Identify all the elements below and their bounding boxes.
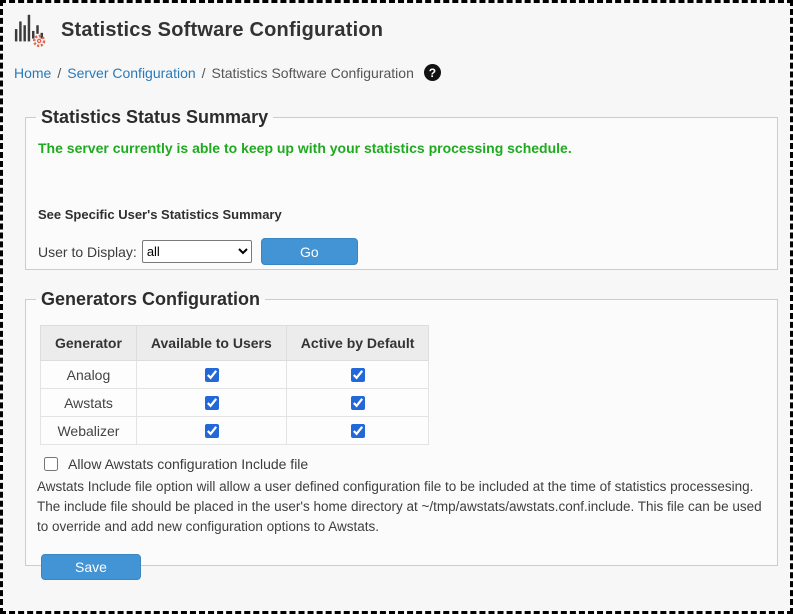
- generator-name: Awstats: [41, 389, 137, 417]
- generators-legend: Generators Configuration: [41, 289, 261, 309]
- breadcrumb-current-page: Statistics Software Configuration: [211, 64, 414, 81]
- page-title: Statistics Software Configuration: [61, 18, 384, 41]
- generators-table: [40, 325, 429, 445]
- awstats-available-checkbox[interactable]: [205, 396, 219, 410]
- allow-include-row: [40, 454, 767, 474]
- help-icon[interactable]: ?: [424, 64, 441, 81]
- save-button[interactable]: Save: [41, 554, 141, 580]
- breadcrumb-server-configuration-link[interactable]: Server Configuration: [67, 64, 196, 81]
- breadcrumb-separator: /: [57, 64, 62, 81]
- column-header-available: Available to Users: [136, 326, 286, 361]
- table-row: [41, 417, 429, 445]
- user-to-display-label: User to Display:: [38, 243, 137, 260]
- breadcrumb-home-link[interactable]: Home: [14, 64, 52, 81]
- page-header: [3, 3, 790, 49]
- webalizer-active-checkbox[interactable]: [351, 424, 365, 438]
- awstats-include-description: Awstats Include file option will allow a user defined configuration file to be included at the time of statistics processesing. The include file should be placed in the user's home directory at ~/tmp/awstats/awstats.conf.include. This file can be used to override and add new configuration options to Awstats.: [37, 479, 762, 534]
- status-message: The server currently is able to keep up with your statistics processing schedule.: [38, 140, 572, 156]
- breadcrumb: [3, 49, 790, 81]
- awstats-active-checkbox[interactable]: [351, 396, 365, 410]
- webalizer-available-checkbox[interactable]: [205, 424, 219, 438]
- user-select[interactable]: [142, 240, 252, 263]
- generators-configuration-section: [25, 289, 778, 575]
- table-row: [41, 361, 429, 389]
- table-header-row: [41, 326, 429, 361]
- statistics-status-summary-section: [25, 107, 778, 270]
- breadcrumb-separator: /: [201, 64, 206, 81]
- generator-name: Webalizer: [41, 417, 137, 445]
- user-to-display-row: [38, 238, 767, 265]
- allow-awstats-include-label: Allow Awstats configuration Include file: [68, 456, 309, 472]
- column-header-generator: Generator: [41, 326, 137, 361]
- status-summary-legend: Statistics Status Summary: [41, 107, 269, 127]
- analog-available-checkbox[interactable]: [205, 368, 219, 382]
- analog-active-checkbox[interactable]: [351, 368, 365, 382]
- statistics-software-icon: [13, 11, 51, 49]
- go-button[interactable]: Go: [261, 238, 358, 265]
- allow-awstats-include-checkbox[interactable]: [44, 457, 58, 471]
- table-row: [41, 389, 429, 417]
- generator-name: Analog: [41, 361, 137, 389]
- column-header-active: Active by Default: [286, 326, 429, 361]
- see-user-summary-label: See Specific User's Statistics Summary: [38, 207, 282, 222]
